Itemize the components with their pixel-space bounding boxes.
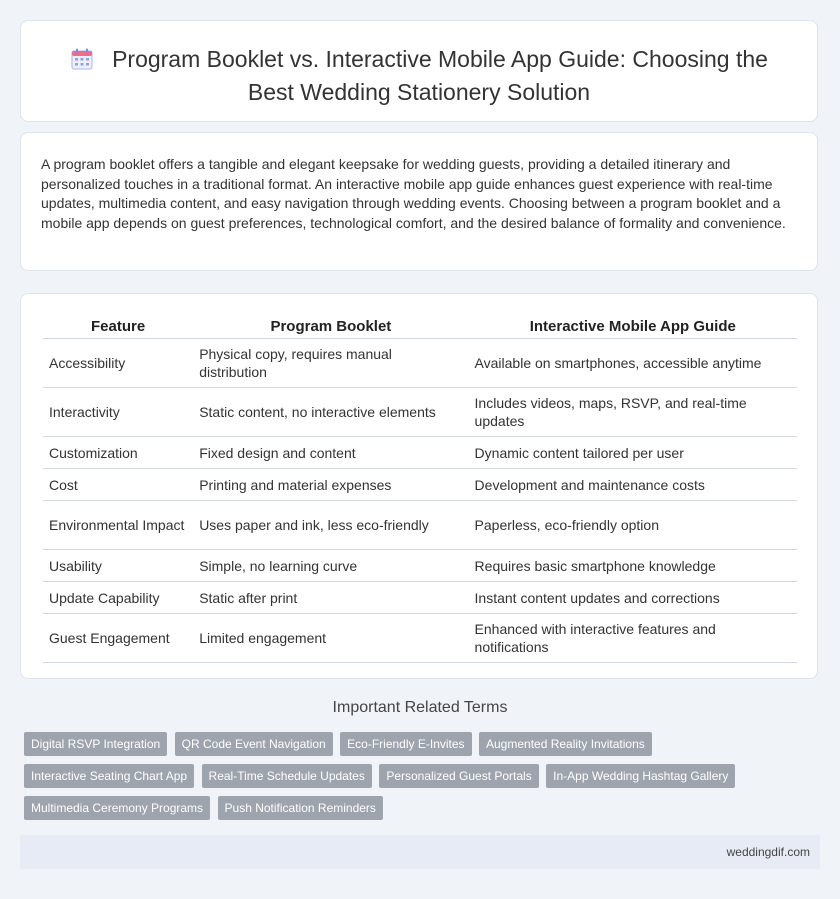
calendar-icon — [70, 47, 94, 78]
table-row — [43, 437, 797, 469]
feature-cell: Accessibility — [43, 339, 193, 388]
booklet-cell: Physical copy, requires manual distribution — [193, 339, 468, 388]
feature-cell: Interactivity — [43, 388, 193, 437]
app-cell: Paperless, eco-friendly option — [469, 501, 797, 550]
booklet-cell: Fixed design and content — [193, 437, 468, 469]
intro-card — [20, 132, 818, 271]
table-row — [43, 550, 797, 582]
term-tag[interactable]: Eco-Friendly E-Invites — [340, 732, 471, 756]
comparison-table — [43, 314, 797, 663]
term-tag[interactable]: Digital RSVP Integration — [24, 732, 167, 756]
related-terms-heading: Important Related Terms — [332, 699, 508, 716]
footer — [20, 835, 820, 869]
booklet-cell: Static content, no interactive elements — [193, 388, 468, 437]
term-tag[interactable]: Interactive Seating Chart App — [24, 764, 194, 788]
feature-cell: Usability — [43, 550, 193, 582]
page-title-text: Program Booklet vs. Interactive Mobile App Guide: Choosing the Best Wedding Stationery Solution — [112, 46, 768, 105]
table-row — [43, 339, 797, 388]
feature-cell: Environmental Impact — [43, 501, 193, 550]
feature-cell: Guest Engagement — [43, 614, 193, 663]
feature-cell: Update Capability — [43, 582, 193, 614]
term-tag[interactable]: In-App Wedding Hashtag Gallery — [546, 764, 735, 788]
booklet-cell: Simple, no learning curve — [193, 550, 468, 582]
app-cell: Dynamic content tailored per user — [469, 437, 797, 469]
app-cell: Enhanced with interactive features and notifications — [469, 614, 797, 663]
feature-cell: Cost — [43, 469, 193, 501]
comparison-card — [20, 293, 818, 679]
app-cell: Development and maintenance costs — [469, 469, 797, 501]
term-tag[interactable]: Personalized Guest Portals — [379, 764, 538, 788]
app-cell: Requires basic smartphone knowledge — [469, 550, 797, 582]
intro-paragraph: A program booklet offers a tangible and elegant keepsake for wedding guests, providing a detailed itinerary and personalized touches in a traditional format. An interactive mobile app guide enhances guest experience with real-time updates, multimedia content, and easy navigation through wedding events. Choosing between a program booklet and a mobile app depends on guest preferences, technological comfort, and the desired balance of formality and convenience. — [41, 156, 786, 231]
header-mobile-app: Interactive Mobile App Guide — [469, 314, 797, 339]
table-header-row — [43, 314, 797, 339]
table-row — [43, 582, 797, 614]
footer-site[interactable]: weddingdif.com — [726, 845, 810, 859]
page-title — [61, 45, 777, 107]
header-program-booklet: Program Booklet — [193, 314, 468, 339]
booklet-cell: Static after print — [193, 582, 468, 614]
header-feature: Feature — [43, 314, 193, 339]
table-row — [43, 469, 797, 501]
term-tag[interactable]: QR Code Event Navigation — [175, 732, 333, 756]
table-row — [43, 614, 797, 663]
table-row — [43, 501, 797, 550]
related-terms-list — [24, 732, 824, 828]
app-cell: Available on smartphones, accessible anytime — [469, 339, 797, 388]
term-tag[interactable]: Real-Time Schedule Updates — [202, 764, 372, 788]
app-cell: Instant content updates and corrections — [469, 582, 797, 614]
app-cell: Includes videos, maps, RSVP, and real-time updates — [469, 388, 797, 437]
title-card — [20, 20, 818, 122]
term-tag[interactable]: Augmented Reality Invitations — [479, 732, 652, 756]
feature-cell: Customization — [43, 437, 193, 469]
booklet-cell: Limited engagement — [193, 614, 468, 663]
term-tag[interactable]: Multimedia Ceremony Programs — [24, 796, 210, 820]
term-tag[interactable]: Push Notification Reminders — [218, 796, 383, 820]
booklet-cell: Printing and material expenses — [193, 469, 468, 501]
booklet-cell: Uses paper and ink, less eco-friendly — [193, 501, 468, 550]
table-row — [43, 388, 797, 437]
